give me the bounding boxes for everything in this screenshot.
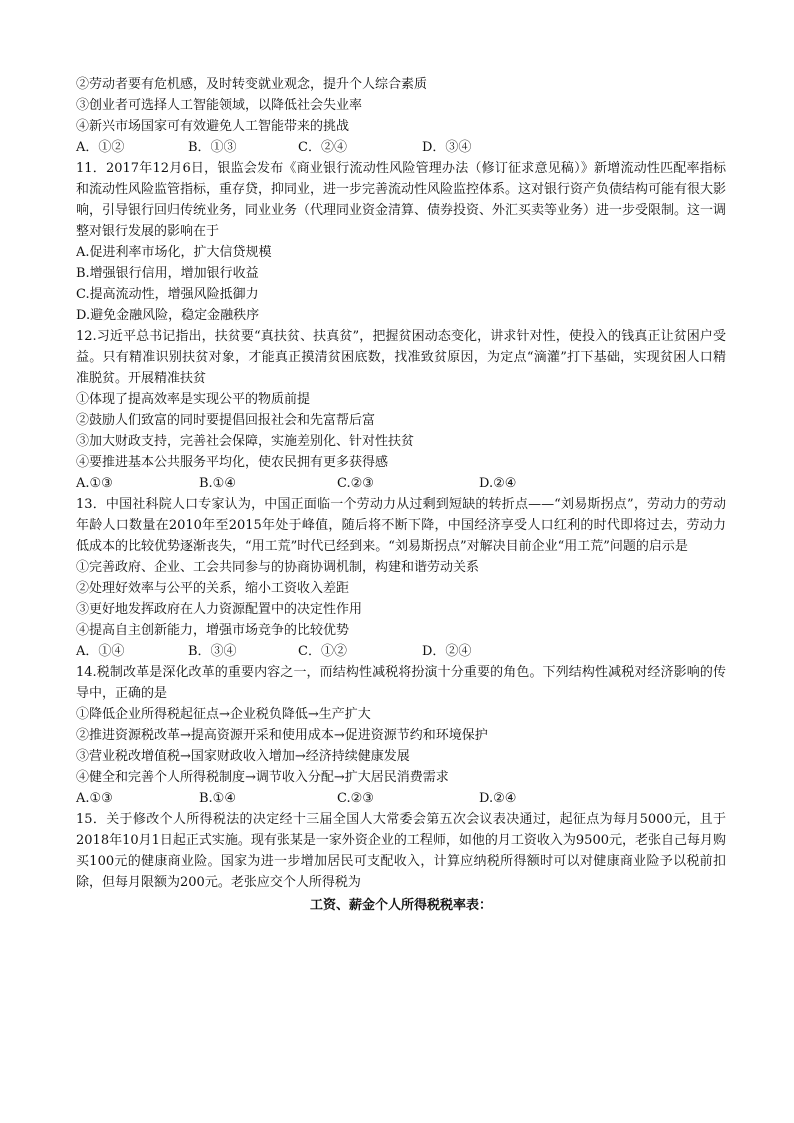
q11-option-a: A.促进利率市场化，扩大信贷规模: [76, 245, 272, 260]
q11-option-d: D.避免金融风险，稳定金融秩序: [76, 308, 260, 323]
q13-option-a: A．①④: [76, 644, 125, 659]
q12-item-1: ①体现了提高效率是实现公平的物质前提: [76, 392, 311, 407]
exam-page: [76, 74, 726, 916]
question-15: [76, 809, 726, 916]
q14-item-3: ③营业税改增值税→国家财政收入增加→经济持续健康发展: [76, 749, 410, 764]
q14-stem: 14.税制改革是深化改革的重要内容之一，而结构性减税将扮演十分重要的角色。下列结构性减税对经济影响的传导中，正确的是: [76, 665, 726, 701]
q14-item-2: ②推进资源税改革→提高资源开采和使用成本→促进资源节约和环境保护: [76, 728, 488, 743]
q10-item-2: ②劳动者要有危机感，及时转变就业观念，提升个人综合素质: [76, 77, 428, 92]
q10-item-4: ④新兴市场国家可有效避免人工智能带来的挑战: [76, 119, 350, 134]
q13-item-3: ③更好地发挥政府在人力资源配置中的决定性作用: [76, 602, 363, 617]
question-13: [76, 494, 726, 662]
q12-item-4: ④要推进基本公共服务平均化，使农民拥有更多获得感: [76, 455, 389, 470]
q12-options: [76, 473, 726, 494]
q10-item-3: ③创业者可选择人工智能领域，以降低社会失业率: [76, 98, 363, 113]
question-11: [76, 158, 726, 326]
q13-option-d: D．②④: [422, 644, 472, 659]
q10-option-d: D．③④: [422, 140, 472, 155]
q10-options: [76, 137, 726, 158]
q12-option-a: A.①③: [76, 476, 113, 491]
q14-option-d: D.②④: [479, 791, 517, 806]
q10-option-b: B．①③: [188, 140, 237, 155]
q14-option-b: B.①④: [199, 791, 236, 806]
question-14: [76, 662, 726, 809]
q13-item-2: ②处理好效率与公平的关系，缩小工资收入差距: [76, 581, 350, 596]
q13-item-4: ④提高自主创新能力，增强市场竞争的比较优势: [76, 623, 350, 638]
q12-item-3: ③加大财政支持，完善社会保障，实施差别化、针对性扶贫: [76, 434, 415, 449]
q10-option-c: C．②④: [298, 140, 347, 155]
tax-table-caption: 工资、薪金个人所得税税率表：: [309, 898, 492, 913]
q12-item-2: ②鼓励人们致富的同时要提倡回报社会和先富帮后富: [76, 413, 376, 428]
q14-option-a: A.①③: [76, 791, 113, 806]
q14-options: [76, 788, 726, 809]
q13-options: [76, 641, 726, 662]
q10-option-a: A．①②: [76, 140, 125, 155]
question-12: [76, 326, 726, 494]
q11-option-b: B.增强银行信用，增加银行收益: [76, 266, 259, 281]
q13-option-b: B．③④: [188, 644, 237, 659]
q13-item-1: ①完善政府、企业、工会共同参与的协商协调机制，构建和谐劳动关系: [76, 560, 480, 575]
q14-option-c: C.②③: [337, 791, 374, 806]
q13-stem: 13．中国社科院人口专家认为，中国正面临一个劳动力从过剩到短缺的转折点——“刘易斯拐点”，劳动力的劳动年龄人口数量在2010年至2015年处于峰值，随后将不断下降，中国经济享受人口红利的时代即将过去，劳动力低成本的比较优势逐渐丧失，“用工荒”时代已经到来。“刘易斯拐点”对解决目前企业“用工荒”问题的启示是: [76, 497, 726, 554]
q11-stem: 11．2017年12月6日，银监会发布《商业银行流动性风险管理办法（修订征求意见稿）》新增流动性匹配率指标和流动性风险监管指标，重存贷，抑同业，进一步完善流动性风险监控体系。这对银行资产负债结构可能有很大影响，引导银行回归传统业务，同业业务（代理同业资金清算、债券投资、外汇买卖等业务）进一步受限制。这一调整对银行发展的影响在于: [76, 161, 727, 239]
q12-option-d: D.②④: [479, 476, 517, 491]
q12-stem: 12.习近平总书记指出，扶贫要“真扶贫、扶真贫”，把握贫困动态变化，讲求针对性，使投入的钱真正让贫困户受益。只有精准识别扶贫对象，才能真正摸清贫困底数，找准致贫原因，为定点“滴灌”打下基础，实现贫困人口精准脱贫。开展精准扶贫: [76, 329, 726, 386]
q11-option-c: C.提高流动性，增强风险抵御力: [76, 287, 259, 302]
q15-stem: 15．关于修改个人所得税法的决定经十三届全国人大常委会第五次会议表决通过，起征点为每月5000元，且于2018年10月1日起正式实施。现有张某是一家外资企业的工程师，如他的月工资收入为9500元，老张自己每月购买100元的健康商业险。国家为进一步增加居民可支配收入，计算应纳税所得额时可以对健康商业险予以税前扣除，但每月限额为200元。老张应交个人所得税为: [76, 812, 726, 890]
q14-item-4: ④健全和完善个人所得税制度→调节收入分配→扩大居民消费需求: [76, 770, 449, 785]
q14-item-1: ①降低企业所得税起征点→企业税负降低→生产扩大: [76, 707, 371, 722]
q13-option-c: C．①②: [298, 644, 347, 659]
q12-option-b: B.①④: [199, 476, 236, 491]
question-10-tail: [76, 74, 726, 158]
q12-option-c: C.②③: [337, 476, 374, 491]
